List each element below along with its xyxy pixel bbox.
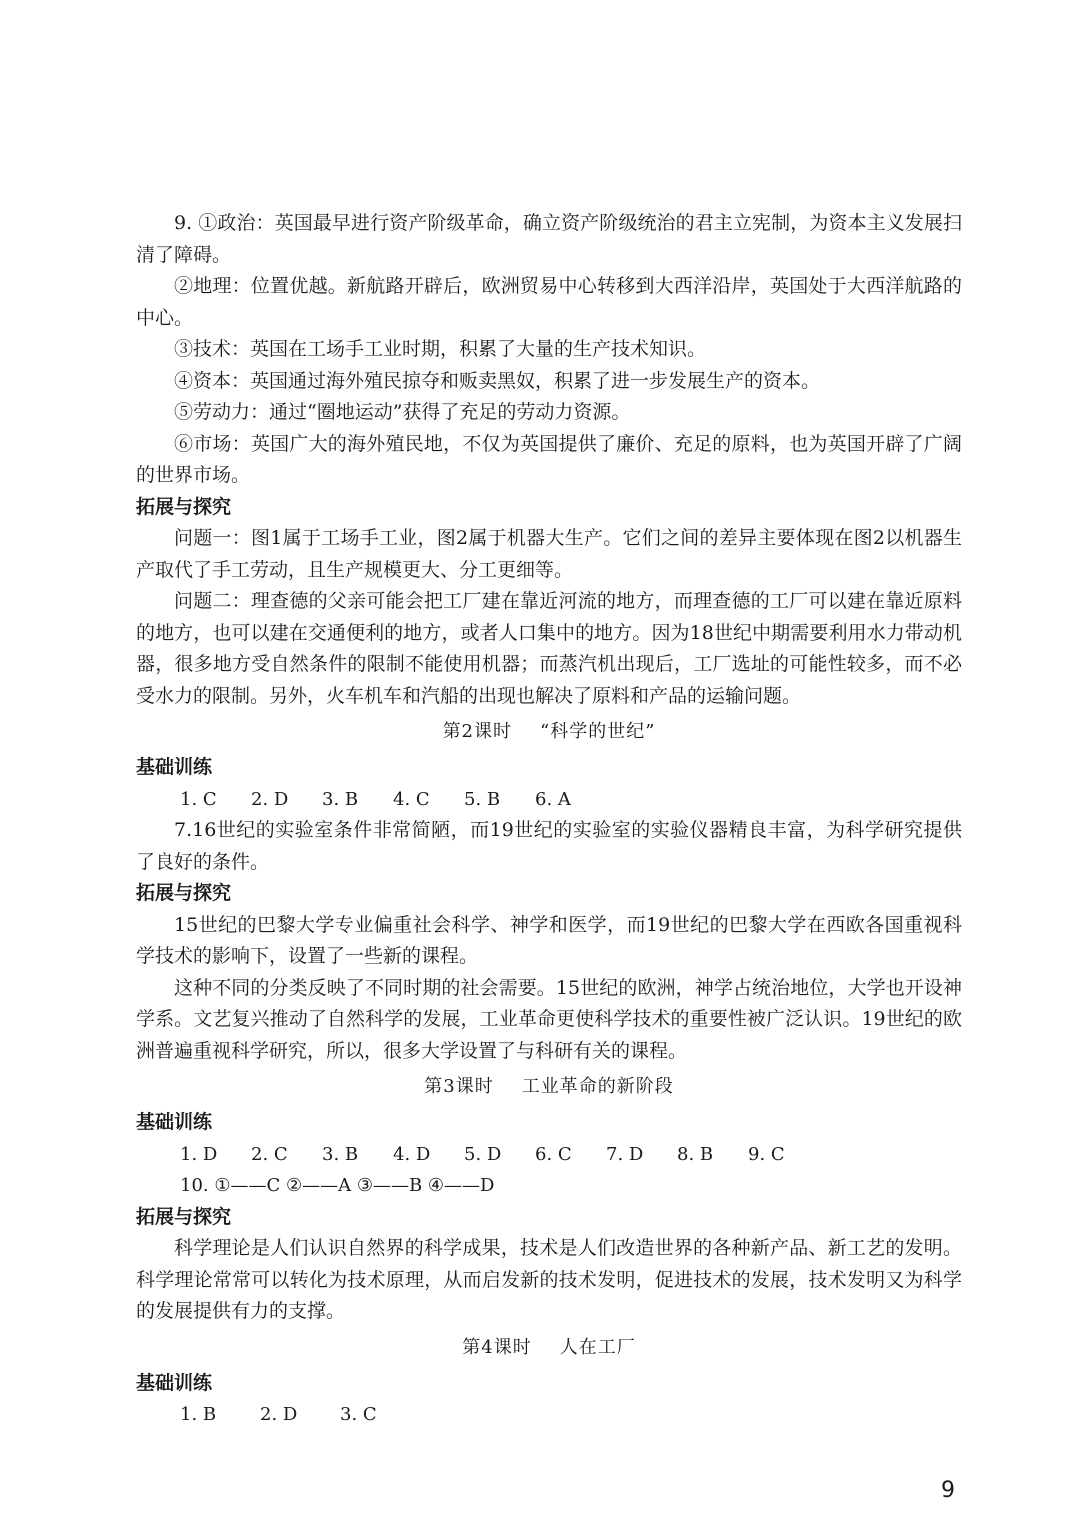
- answer-item: 4. C: [393, 788, 430, 810]
- question-two-answer: 问题二：理查德的父亲可能会把工厂建在靠近河流的地方，而理查德的工厂可以建在靠近原料的地方，也可以建在交通便利的地方，或者人口集中的地方。因为18世纪中期需要利用水力带动机器，很多地方受自然条件的限制不能使用机器；而蒸汽机出现后，工厂选址的可能性较多，而不必受水力的限制。另外，火车机车和汽船的出现也解决了原料和产品的运输问题。: [136, 590, 962, 707]
- answer-9-technology: ③技术：英国在工场手工业时期，积累了大量的生产技术知识。: [174, 338, 707, 360]
- answer-9-geography: ②地理：位置优越。新航路开辟后，欧洲贸易中心转移到大西洋沿岸，英国处于大西洋航路的中心。: [136, 275, 962, 329]
- extension-paragraph: 15世纪的巴黎大学专业偏重社会科学、神学和医学，而19世纪的巴黎大学在西欧各国重视科学技术的影响下，设置了一些新的课程。: [136, 913, 962, 967]
- answer-item: 2. D: [251, 788, 289, 810]
- lesson-2-answers: [136, 784, 962, 816]
- lesson-2-number: 第2课时: [442, 721, 513, 742]
- answer-item: 5. D: [464, 1143, 502, 1165]
- answer-10-matching: 10. ①——C ②——A ③——B ④——D: [180, 1175, 495, 1196]
- section-heading-basic: 基础训练: [136, 756, 213, 778]
- lesson-3-number: 第3课时: [424, 1076, 494, 1097]
- answer-item: 9. C: [748, 1143, 785, 1165]
- answer-item: 3. C: [340, 1404, 377, 1425]
- answer-9-capital: ④资本：英国通过海外殖民掠夺和贩卖黑奴，积累了进一步发展生产的资本。: [174, 369, 821, 392]
- answer-item: 1. D: [180, 1143, 218, 1165]
- lesson-4-title: [136, 1330, 962, 1366]
- lesson-3-name: 工业革命的新阶段: [521, 1076, 674, 1097]
- answer-item: 3. B: [322, 788, 359, 810]
- answer-item: 2. D: [260, 1404, 298, 1425]
- lesson-4-name: 人在工厂: [559, 1336, 636, 1358]
- lesson-3-title: [136, 1069, 962, 1105]
- extension-paragraph: 这种不同的分类反映了不同时期的社会需要。15世纪的欧洲，神学占统治地位，大学也开设神学系。文艺复兴推动了自然科学的发展，工业革命更使科学技术的重要性被广泛认识。19世纪的欧洲普遍重视科学研究，所以，很多大学设置了与科研有关的课程。: [136, 976, 962, 1062]
- answer-9-market: ⑥市场：英国广大的海外殖民地，不仅为英国提供了廉价、充足的原料，也为英国开辟了广阔的世界市场。: [136, 432, 962, 486]
- lesson-4-answers: [136, 1399, 962, 1431]
- answer-9-politics: 9. ①政治：英国最早进行资产阶级革命，确立资产阶级统治的君主立宪制，为资本主义发展扫清了障碍。: [136, 212, 962, 266]
- answer-item: 5. B: [464, 788, 501, 810]
- question-one-answer: 问题一：图1属于工场手工业，图2属于机器大生产。它们之间的差异主要体现在图2以机器生产取代了手工劳动，且生产规模更大、分工更细等。: [136, 527, 962, 581]
- lesson-2-title: [136, 714, 962, 750]
- answer-item: 8. B: [677, 1143, 714, 1165]
- section-heading-extension: 拓展与探究: [136, 882, 232, 904]
- answer-item: 1. B: [180, 1404, 217, 1425]
- answer-item: 7. D: [606, 1143, 644, 1165]
- lesson-4-number: 第4课时: [462, 1336, 532, 1358]
- answer-7: 7.16世纪的实验室条件非常简陋，而19世纪的实验室的实验仪器精良丰富，为科学研究提供了良好的条件。: [136, 819, 962, 873]
- section-heading-extension: 拓展与探究: [136, 495, 232, 518]
- answer-item: 6. C: [535, 1143, 572, 1165]
- answer-9-labor: ⑤劳动力：通过“圈地运动”获得了充足的劳动力资源。: [174, 401, 631, 423]
- section-heading-basic: 基础训练: [136, 1371, 213, 1394]
- answer-item: 3. B: [322, 1143, 359, 1165]
- answer-item: 1. C: [180, 788, 217, 810]
- extension-paragraph: 科学理论是人们认识自然界的科学成果，技术是人们改造世界的各种新产品、新工艺的发明。科学理论常常可以转化为技术原理，从而启发新的技术发明，促进技术的发展，技术发明又为科学的发展提供有力的支撑。: [136, 1237, 962, 1322]
- page-number: 9: [941, 1478, 955, 1503]
- section-heading-basic: 基础训练: [136, 1111, 213, 1133]
- section-heading-extension: 拓展与探究: [136, 1205, 232, 1228]
- lesson-2-name: “科学的世纪”: [540, 721, 656, 742]
- answer-item: 2. C: [251, 1143, 288, 1165]
- lesson-3-answers: [136, 1139, 962, 1171]
- answer-item: 4. D: [393, 1143, 431, 1165]
- answer-item: 6. A: [535, 788, 571, 810]
- page-content: [136, 208, 962, 1431]
